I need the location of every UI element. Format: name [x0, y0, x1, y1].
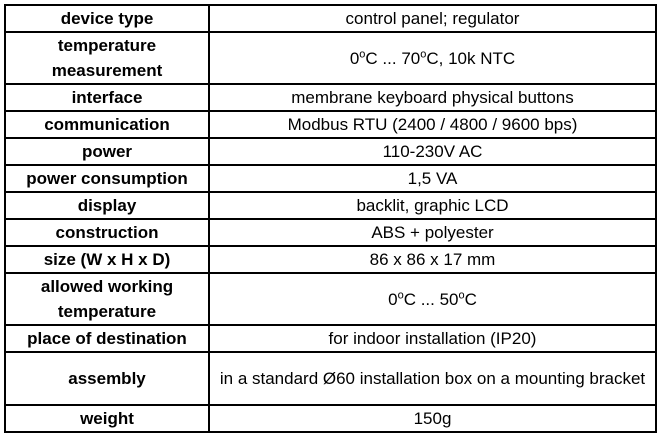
table-row: [5, 165, 656, 192]
table-row: [5, 246, 656, 273]
degree-sign: o: [458, 288, 465, 301]
table-row: [5, 84, 656, 111]
parameter-cell: display: [5, 192, 209, 219]
value-cell: membrane keyboard physical buttons: [209, 84, 656, 111]
table-row: [5, 325, 656, 352]
table-row: [5, 219, 656, 246]
table-row: [5, 273, 656, 325]
parameter-cell: power: [5, 138, 209, 165]
table-row: [5, 111, 656, 138]
value-cell: for indoor installation (IP20): [209, 325, 656, 352]
degree-sign: o: [397, 288, 404, 301]
value-cell: Modbus RTU (2400 / 4800 / 9600 bps): [209, 111, 656, 138]
parameter-cell: allowed working temperature: [5, 273, 209, 325]
table-row: [5, 32, 656, 84]
parameter-cell: place of destination: [5, 325, 209, 352]
value-cell: backlit, graphic LCD: [209, 192, 656, 219]
table-row: [5, 138, 656, 165]
value-cell: ABS + polyester: [209, 219, 656, 246]
table-row: [5, 352, 656, 405]
table-row: [5, 5, 656, 32]
value-cell: 0$^o$C ... 50$^o$C: [209, 273, 656, 325]
parameter-cell: communication: [5, 111, 209, 138]
value-cell: 1,5 VA: [209, 165, 656, 192]
parameter-cell: construction: [5, 219, 209, 246]
parameter-cell: power consumption: [5, 165, 209, 192]
parameter-cell: size (W x H x D): [5, 246, 209, 273]
parameter-cell: assembly: [5, 352, 209, 405]
value-cell: 150g: [209, 405, 656, 432]
specifications-table: [4, 4, 657, 433]
parameter-cell: device type: [5, 5, 209, 32]
value-cell: 110-230V AC: [209, 138, 656, 165]
parameter-cell: interface: [5, 84, 209, 111]
value-cell: 0$^o$C ... 70$^o$C, 10k NTC: [209, 32, 656, 84]
parameter-cell: weight: [5, 405, 209, 432]
table-row: [5, 192, 656, 219]
degree-sign: o: [359, 47, 366, 60]
value-cell: 86 x 86 x 17 mm: [209, 246, 656, 273]
parameter-cell: temperature measurement: [5, 32, 209, 84]
table-row: [5, 405, 656, 432]
value-cell: control panel; regulator: [209, 5, 656, 32]
degree-sign: o: [420, 47, 427, 60]
value-cell: in a standard Ø60 installation box on a mounting bracket: [209, 352, 656, 405]
